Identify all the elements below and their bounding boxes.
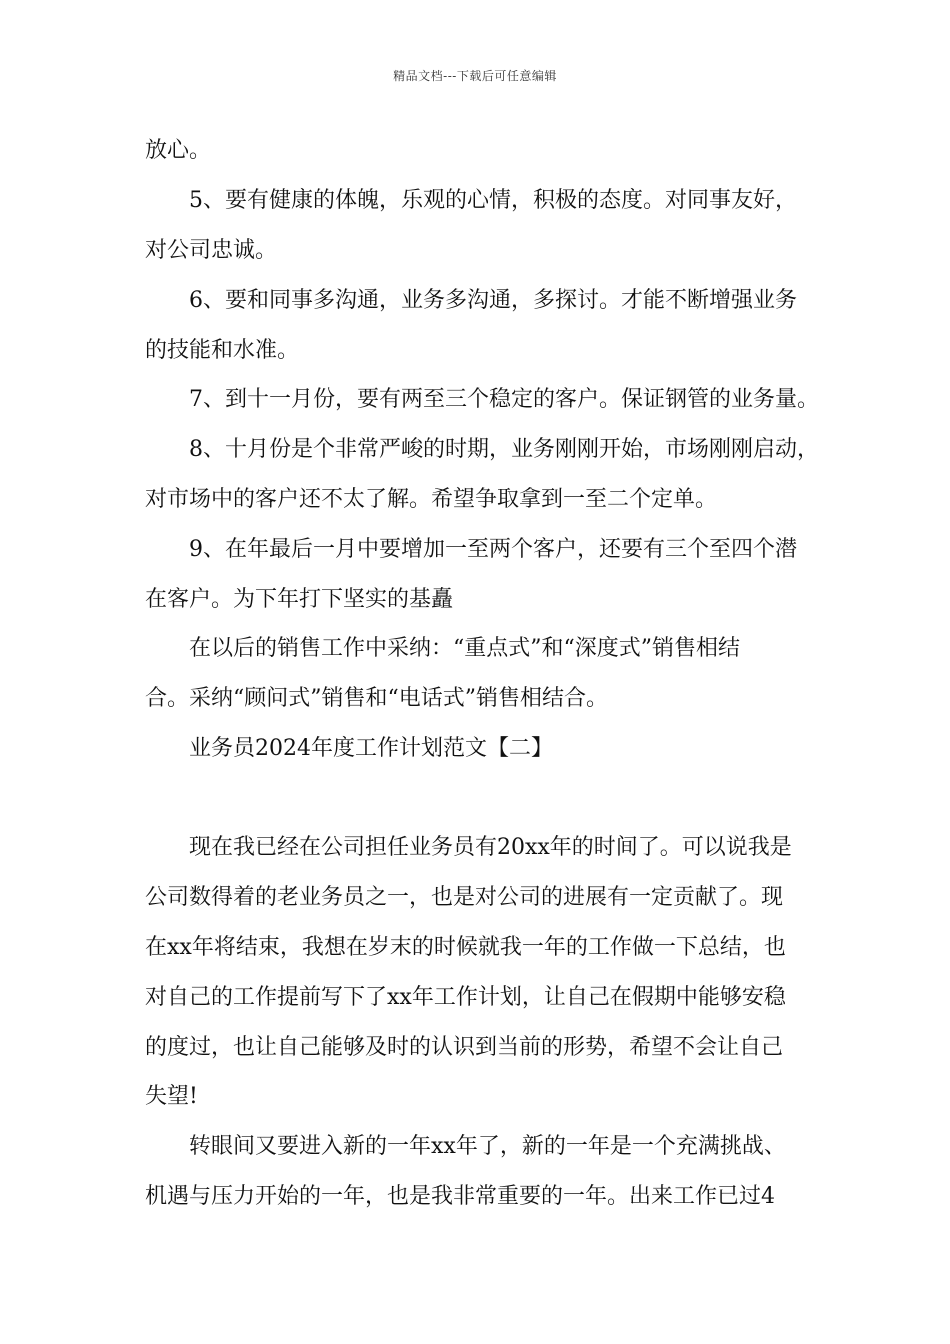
text-line: 6、要和同事多沟通，业务多沟通，多探讨。才能不断增强业务 [189,288,797,313]
text-line: 7、到十一月份，要有两至三个稳定的客户。保证钢管的业务量。 [189,387,819,412]
text-line: 现在我已经在公司担任业务员有20xx年的时间了。可以说我是 [189,835,792,860]
text-line: 公司数得着的老业务员之一，也是对公司的进展有一定贡献了。现 [145,885,784,910]
text-line: 对市场中的客户还不太了解。希望争取拿到一至二个定单。 [145,487,718,512]
text-line: 合。采纳“顾问式”销售和“电话式”销售相结合。 [145,686,608,711]
text-line: 在客户。为下年打下坚实的基矗 [145,587,454,612]
text-line: 9、在年最后一月中要增加一至两个客户，还要有三个至四个潜 [189,537,797,562]
page-header: 精品文档---下载后可任意编辑 [393,69,557,83]
text-line: 在以后的销售工作中采纳：“重点式”和“深度式”销售相结 [189,636,740,661]
text-line: 转眼间又要进入新的一年xx年了，新的一年是一个充满挑战、 [189,1134,786,1159]
text-line: 对自己的工作提前写下了xx年工作计划，让自己在假期中能够安稳 [145,985,786,1010]
section-heading: 业务员2024年度工作计划范文【二】 [189,736,553,761]
text-line: 5、要有健康的体魄，乐观的心情，积极的态度。对同事友好， [189,188,797,213]
text-line: 的度过，也让自己能够及时的认识到当前的形势，希望不会让自己 [145,1035,784,1060]
text-line: 在xx年将结束，我想在岁末的时候就我一年的工作做一下总结，也 [145,935,786,960]
text-line: 8、十月份是个非常严峻的时期，业务刚刚开始，市场刚刚启动， [189,437,819,462]
text-line: 机遇与压力开始的一年，也是我非常重要的一年。出来工作已过4 [145,1184,775,1209]
text-line: 放心。 [145,138,212,163]
text-line: 对公司忠诚。 [145,238,278,263]
text-line: 的技能和水准。 [145,338,300,363]
text-line: 失望! [145,1084,198,1109]
